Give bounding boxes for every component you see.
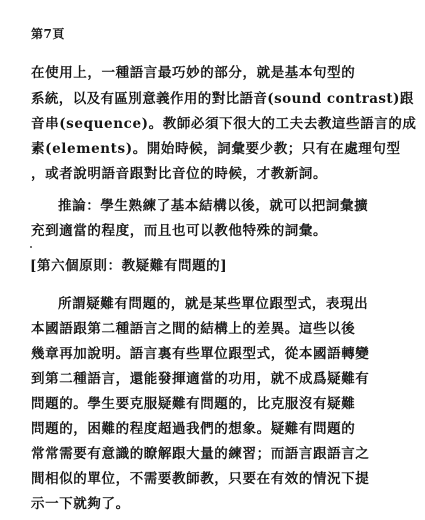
paragraph-1-line: 素(elements)。開始時候，詞彙要少教；只有在處理句型 xyxy=(31,141,401,157)
scan-speck xyxy=(30,246,32,248)
page-number: 第7頁 xyxy=(31,27,65,41)
paragraph-3-line: 問題的。學生要克服疑難有問題的，比克服沒有疑難 xyxy=(31,396,356,412)
paragraph-3-line: 間相似的單位，不需要教師教，只要在有效的情況下提 xyxy=(31,471,370,487)
paragraph-3-line: 常常需要有意識的瞭解跟大量的練習；而語言跟語言之 xyxy=(31,446,370,462)
paragraph-3-line: 示一下就夠了。 xyxy=(31,496,130,512)
paragraph-1-line: 音串(sequence)。教師必須下很大的工夫去教這些語言的成 xyxy=(31,116,417,132)
paragraph-2-line: 充到適當的程度，而且也可以教他特殊的詞彙。 xyxy=(31,223,328,239)
paragraph-3-line: 問題的，困難的程度超過我們的想象。疑難有問題的 xyxy=(31,421,356,437)
paragraph-3-line: 所謂疑難有問題的，就是某些單位跟型式，表現出 xyxy=(58,296,369,312)
paragraph-3-line: 到第二種語言，還能發揮適當的功用，就不成爲疑難有 xyxy=(31,371,370,387)
paragraph-2-line: 推論：學生熟練了基本結構以後，就可以把詞彙擴 xyxy=(58,198,369,214)
paragraph-1-line: 在使用上，一種語言最巧妙的部分，就是基本句型的 xyxy=(31,65,356,81)
paragraph-1-line: 系統，以及有區別意義作用的對比語音(sound contrast)跟 xyxy=(31,91,414,107)
principle-heading: [第六個原則：教疑難有問題的] xyxy=(30,258,228,274)
paragraph-1-line: ，或者說明語音跟對比音位的時候，才教新詞。 xyxy=(31,166,328,182)
paragraph-3-line: 幾章再加說明。語言裏有些單位跟型式，從本國語轉變 xyxy=(31,346,370,362)
paragraph-3-line: 本國語跟第二種語言之間的結構上的差異。這些以後 xyxy=(31,321,356,337)
